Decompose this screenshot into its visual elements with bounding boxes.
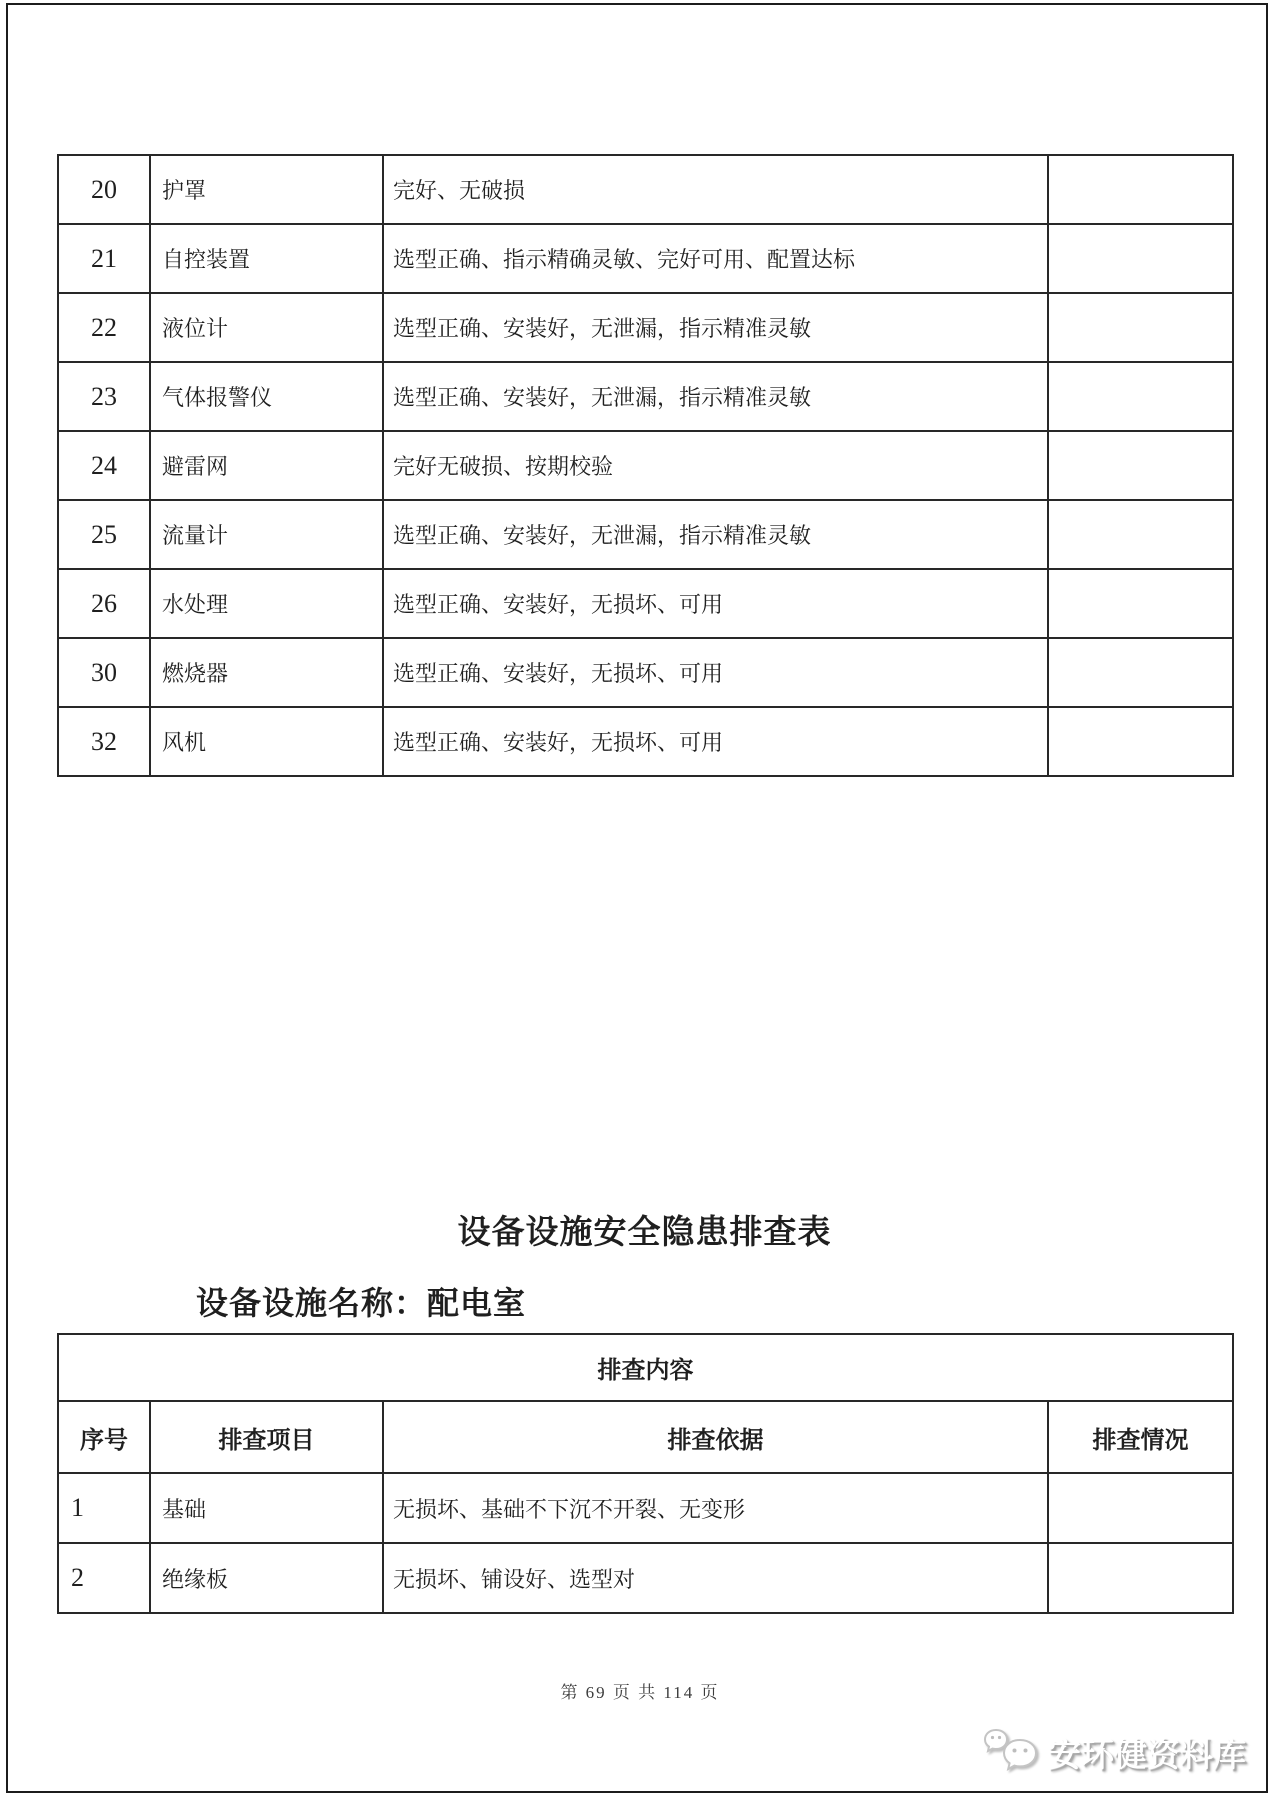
wechat-chat-bubbles-icon (982, 1726, 1040, 1778)
row-number-cell: 23 (58, 362, 150, 431)
item-cell: 护罩 (150, 155, 383, 224)
basis-cell: 完好、无破损 (383, 155, 1048, 224)
table-row (58, 569, 1233, 638)
row-number-cell: 32 (58, 707, 150, 776)
status-cell (1048, 431, 1233, 500)
status-cell (1048, 500, 1233, 569)
status-cell (1048, 155, 1233, 224)
table-row (58, 707, 1233, 776)
table-row (58, 293, 1233, 362)
row-number-cell: 24 (58, 431, 150, 500)
basis-cell: 选型正确、安装好，无泄漏，指示精准灵敏 (383, 293, 1048, 362)
item-cell: 液位计 (150, 293, 383, 362)
page-title: 设备设施安全隐患排查表 (457, 1215, 832, 1251)
basis-cell: 无损坏、铺设好、选型对 (383, 1543, 1048, 1613)
item-cell: 基础 (150, 1473, 383, 1543)
watermark (982, 1726, 1246, 1778)
status-cell (1048, 707, 1233, 776)
equipment-name: 设备设施名称：配电室 (196, 1285, 527, 1321)
basis-cell: 无损坏、基础不下沉不开裂、无变形 (383, 1473, 1048, 1543)
table-row (58, 1473, 1233, 1543)
item-cell: 避雷网 (150, 431, 383, 500)
table-row (58, 362, 1233, 431)
basis-cell: 选型正确、指示精确灵敏、完好可用、配置达标 (383, 224, 1048, 293)
watermark-text: 安环健资料库 (1048, 1735, 1246, 1773)
row-number-cell: 25 (58, 500, 150, 569)
column-header-item: 排查项目 (150, 1401, 383, 1473)
basis-cell: 选型正确、安装好，无损坏、可用 (383, 707, 1048, 776)
table-row (58, 500, 1233, 569)
item-cell: 气体报警仪 (150, 362, 383, 431)
item-cell: 燃烧器 (150, 638, 383, 707)
item-cell: 绝缘板 (150, 1543, 383, 1613)
inspection-table (57, 1333, 1234, 1614)
status-cell (1048, 1473, 1233, 1543)
basis-cell: 完好无破损、按期校验 (383, 431, 1048, 500)
table-row (58, 638, 1233, 707)
item-cell: 风机 (150, 707, 383, 776)
status-cell (1048, 638, 1233, 707)
column-header-basis: 排查依据 (383, 1401, 1048, 1473)
status-cell (1048, 224, 1233, 293)
status-cell (1048, 569, 1233, 638)
item-cell: 水处理 (150, 569, 383, 638)
page-number: 第 69 页 共 114 页 (560, 1683, 720, 1702)
row-number-cell: 30 (58, 638, 150, 707)
table-row (58, 155, 1233, 224)
basis-cell: 选型正确、安装好，无泄漏，指示精准灵敏 (383, 362, 1048, 431)
table-row (58, 1543, 1233, 1613)
row-number-cell: 20 (58, 155, 150, 224)
column-header-status: 排查情况 (1048, 1401, 1233, 1473)
row-number-cell: 26 (58, 569, 150, 638)
row-number-cell: 22 (58, 293, 150, 362)
item-cell: 自控装置 (150, 224, 383, 293)
table-row (58, 224, 1233, 293)
item-cell: 流量计 (150, 500, 383, 569)
table-banner-row (58, 1334, 1233, 1401)
row-number-cell: 2 (58, 1543, 150, 1613)
row-number-cell: 1 (58, 1473, 150, 1543)
basis-cell: 选型正确、安装好，无损坏、可用 (383, 569, 1048, 638)
table-header-row (58, 1401, 1233, 1473)
row-number-cell: 21 (58, 224, 150, 293)
status-cell (1048, 362, 1233, 431)
status-cell (1048, 1543, 1233, 1613)
basis-cell: 选型正确、安装好，无泄漏，指示精准灵敏 (383, 500, 1048, 569)
equipment-checklist-table (57, 154, 1234, 777)
status-cell (1048, 293, 1233, 362)
basis-cell: 选型正确、安装好，无损坏、可用 (383, 638, 1048, 707)
column-header-no: 序号 (58, 1401, 150, 1473)
banner-cell: 排查内容 (58, 1334, 1233, 1401)
table-row (58, 431, 1233, 500)
